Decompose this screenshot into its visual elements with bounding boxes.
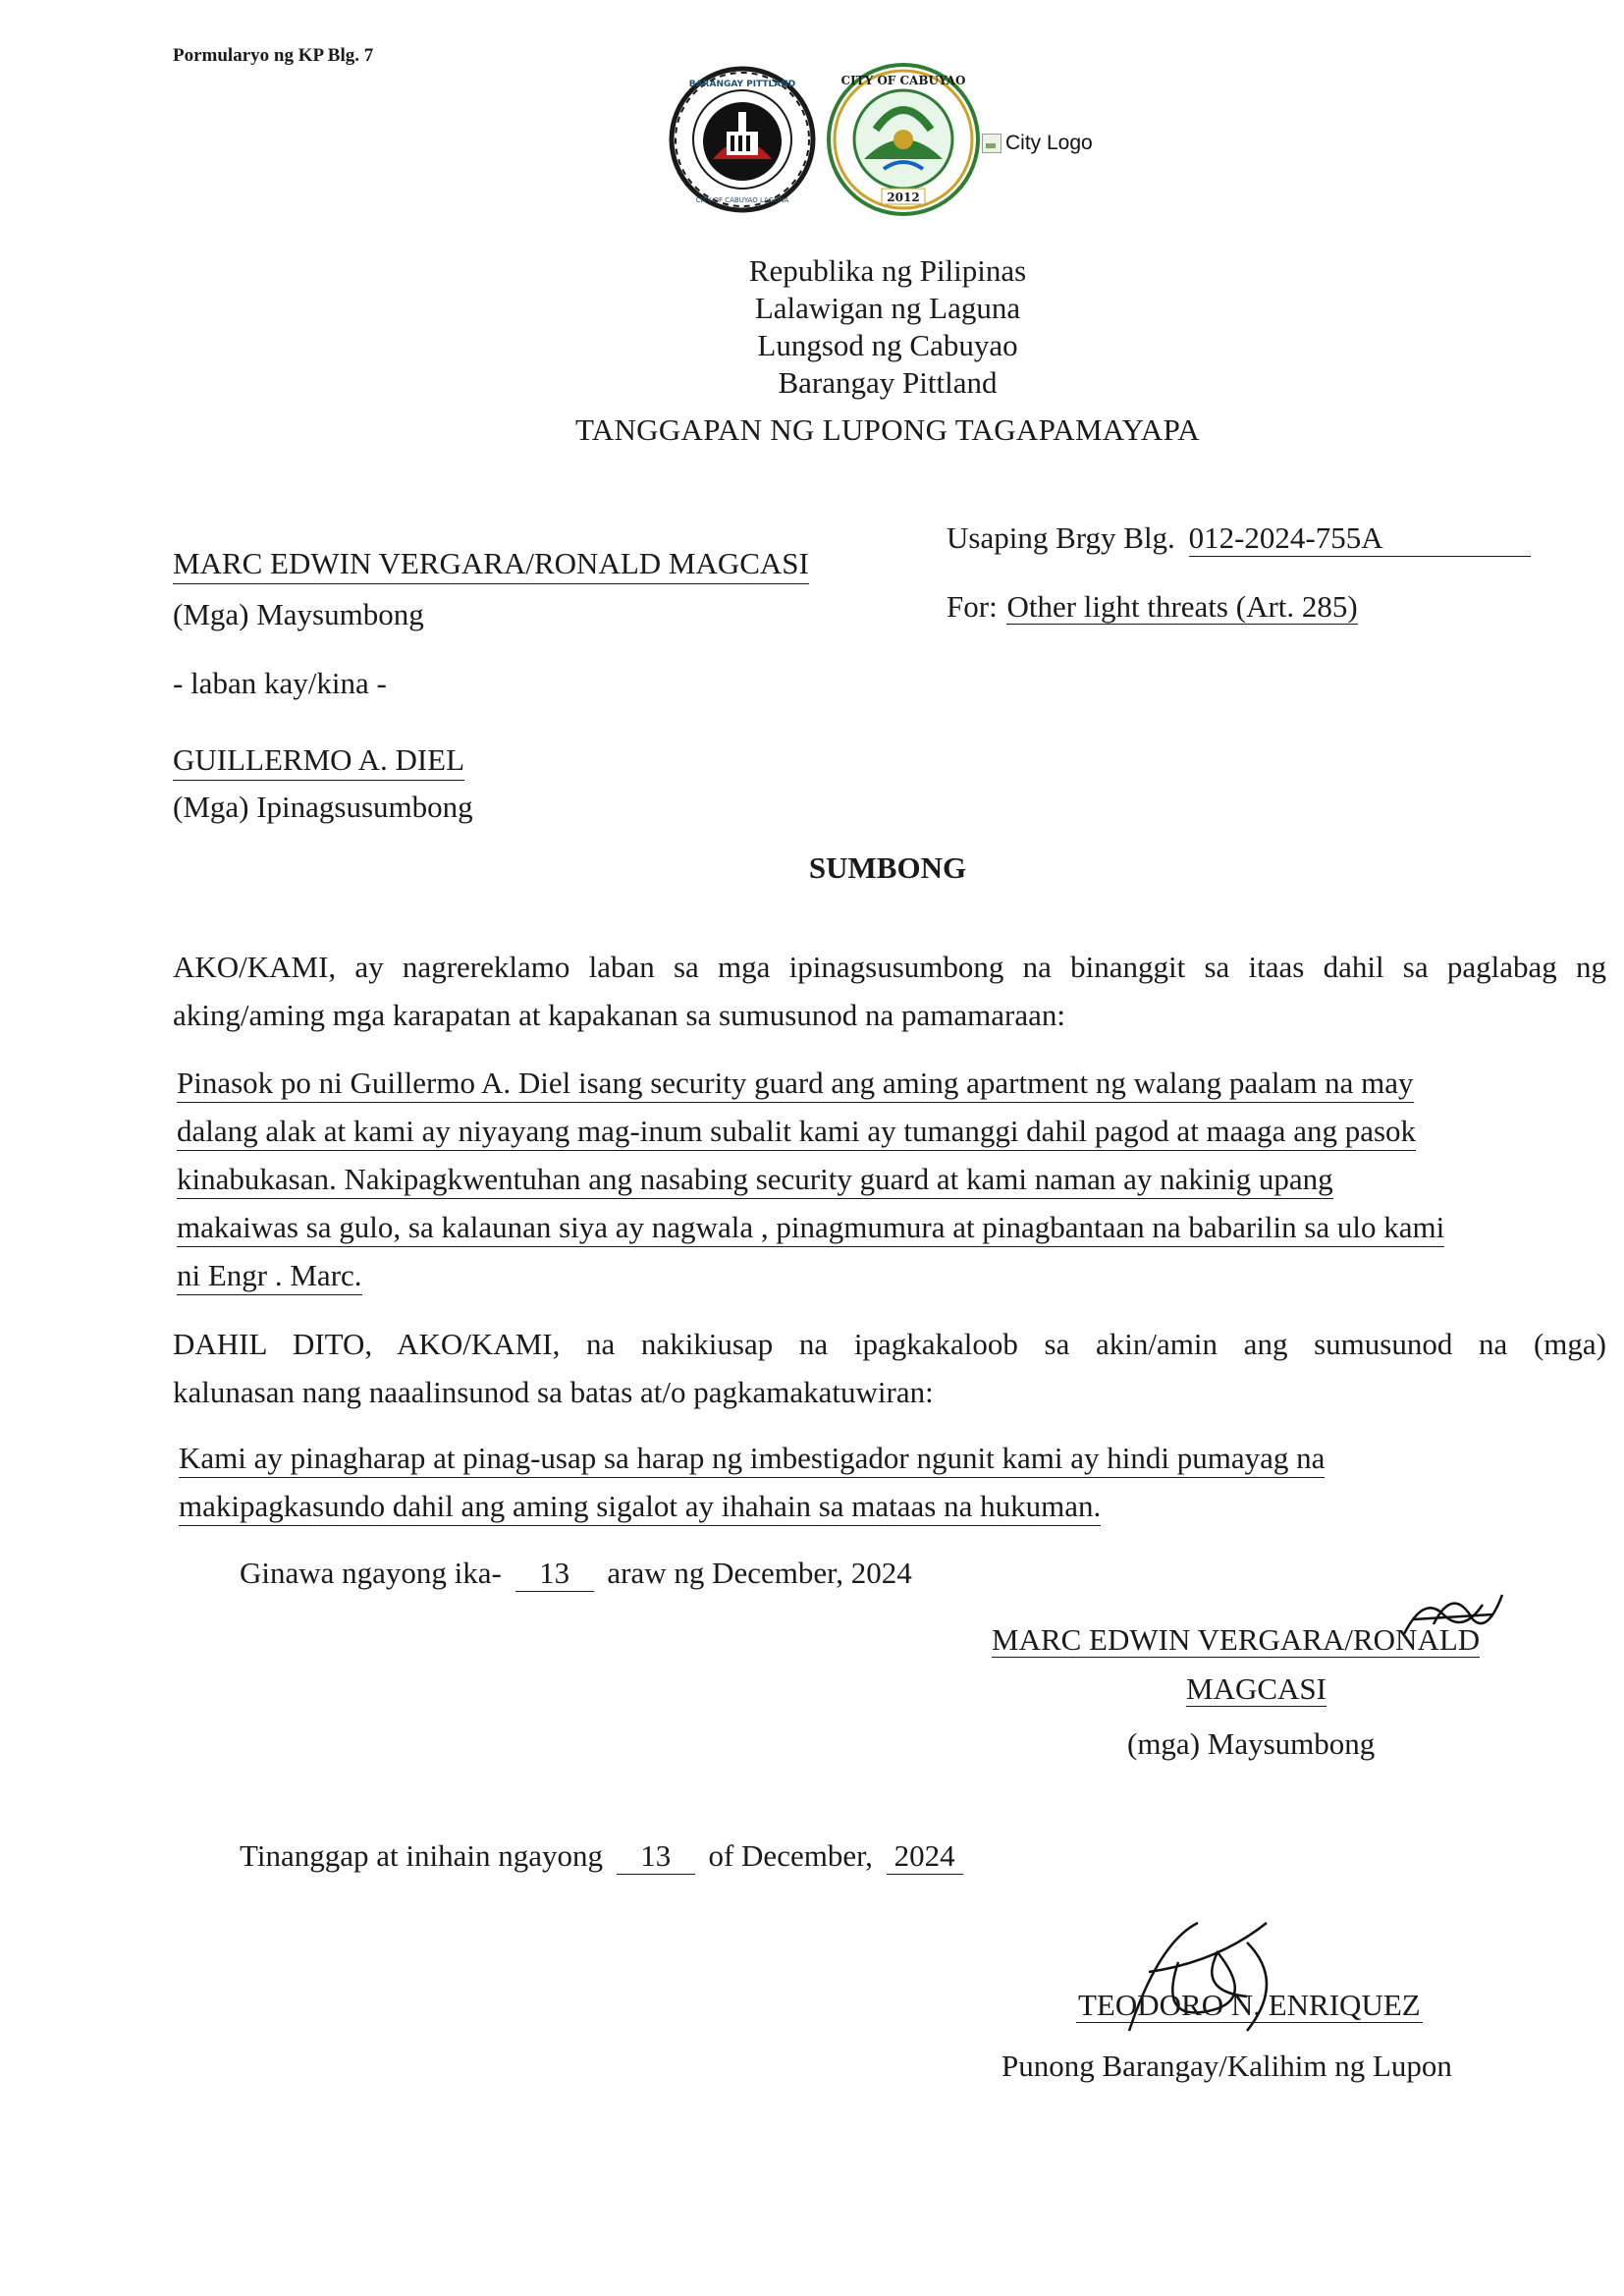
narrative-line-4: makaiwas sa gulo, sa kalaunan siya ay nagwala , pinagmumura at pinagbantaan na babarilin sa ulo kami xyxy=(177,1210,1444,1247)
against-label: - laban kay/kina - xyxy=(173,666,387,700)
barangay-seal-logo xyxy=(668,65,817,214)
complainant-sig-name-1: MARC EDWIN VERGARA/RONALD xyxy=(992,1622,1481,1657)
narrative-line-1: Pinasok po ni Guillermo A. Diel isang security guard ang aming apartment ng walang paalam na may xyxy=(177,1066,1414,1103)
case-for-label: For: xyxy=(947,589,998,624)
intro-paragraph xyxy=(173,943,1606,1039)
narrative-line-3: kinabukasan. Nakipagkwentuhan ang nasabing security guard at kami naman ay nakinig upang xyxy=(177,1162,1333,1199)
remedy-line-2: kalunasan nang naaalinsunod sa batas at/o pagkamakatuwiran: xyxy=(173,1375,934,1409)
header-office: TANGGAPAN NG LUPONG TAGAPAMAYAPA xyxy=(575,412,1200,447)
remedy-line-1: DAHIL DITO, AKO/KAMI, na nakikiusap na ipagkakaloob sa akin/amin ang sumusunod na (mga) xyxy=(173,1327,1606,1361)
city-seal-logo xyxy=(825,61,982,218)
made-day: 13 xyxy=(515,1556,594,1592)
received-middle: of December, xyxy=(708,1838,873,1873)
complainants-label: (Mga) Maysumbong xyxy=(173,597,424,631)
broken-image-icon xyxy=(982,134,1001,153)
received-date-line xyxy=(240,1838,963,1875)
header-barangay: Barangay Pittland xyxy=(778,365,998,400)
form-number: Pormularyo ng KP Blg. 7 xyxy=(173,45,374,66)
svg-text:2012: 2012 xyxy=(887,191,920,204)
received-day: 13 xyxy=(617,1838,695,1875)
relief-line-2: makipagkasundo dahil ang aming sigalot ay ihahain sa mataas na hukuman. xyxy=(179,1489,1101,1526)
narrative-paragraph xyxy=(177,1059,1444,1299)
document-title: SUMBONG xyxy=(808,850,967,885)
case-number-label: Usaping Brgy Blg. xyxy=(947,520,1175,555)
made-prefix: Ginawa ngayong ika- xyxy=(240,1556,502,1590)
svg-text:CITY OF CABUYAO LAGUNA: CITY OF CABUYAO LAGUNA xyxy=(695,196,789,204)
case-number: 012-2024-755A xyxy=(1189,520,1531,557)
received-year: 2024 xyxy=(887,1838,963,1875)
narrative-line-5: ni Engr . Marc. xyxy=(177,1258,362,1295)
case-for-row xyxy=(947,589,1358,625)
narrative-line-2: dalang alak at kami ay niyayang mag-inum subalit kami ay tumanggi dahil pagod at maaga ang pasok xyxy=(177,1114,1416,1151)
header-republic: Republika ng Pilipinas xyxy=(748,253,1027,288)
respondent-label: (Mga) Ipinagsusumbong xyxy=(173,790,473,824)
case-for-value: Other light threats (Art. 285) xyxy=(1006,589,1358,624)
official-title: Punong Barangay/Kalihim ng Lupon xyxy=(1001,2049,1452,2083)
city-logo-alt-text: City Logo xyxy=(1005,132,1093,154)
official-name: TEODORO N. ENRIQUEZ xyxy=(1078,1988,1421,2022)
header-city: Lungsod ng Cabuyao xyxy=(757,328,1018,362)
header-province: Lalawigan ng Laguna xyxy=(754,291,1021,325)
case-number-row xyxy=(947,520,1531,557)
complainants-name: MARC EDWIN VERGARA/RONALD MAGCASI xyxy=(173,546,809,584)
received-prefix: Tinanggap at inihain ngayong xyxy=(240,1838,603,1873)
made-middle: araw ng xyxy=(607,1556,705,1590)
svg-text:BARANGAY PITTLAND: BARANGAY PITTLAND xyxy=(688,80,796,89)
complainant-name-line-2 xyxy=(1186,1671,1326,1707)
remedy-paragraph xyxy=(173,1320,1606,1416)
official-name-line xyxy=(1076,1988,1423,2023)
intro-line-2: aking/aming mga karapatan at kapakanan sa sumusunod na pamamaraan: xyxy=(173,998,1066,1032)
svg-text:CITY OF CABUYAO: CITY OF CABUYAO xyxy=(840,74,966,87)
relief-line-1: Kami ay pinagharap at pinag-usap sa harap ng imbestigador ngunit kami ay hindi pumayag na xyxy=(179,1441,1325,1478)
made-date-line xyxy=(240,1556,912,1592)
official-signature-mark xyxy=(1100,1903,1316,2055)
respondent-name: GUILLERMO A. DIEL xyxy=(173,742,464,781)
complainant-sig-label: (mga) Maysumbong xyxy=(1127,1726,1376,1761)
complainant-name-line-1 xyxy=(992,1622,1480,1658)
relief-paragraph xyxy=(179,1434,1325,1530)
city-logo-broken-image xyxy=(982,132,1093,155)
made-month-year: December, 2024 xyxy=(712,1556,912,1590)
complainant-sig-name-2: MAGCASI xyxy=(1186,1671,1326,1706)
intro-line-1: AKO/KAMI, ay nagrereklamo laban sa mga ipinagsusumbong na binanggit sa itaas dahil sa paglabag ng xyxy=(173,950,1606,984)
